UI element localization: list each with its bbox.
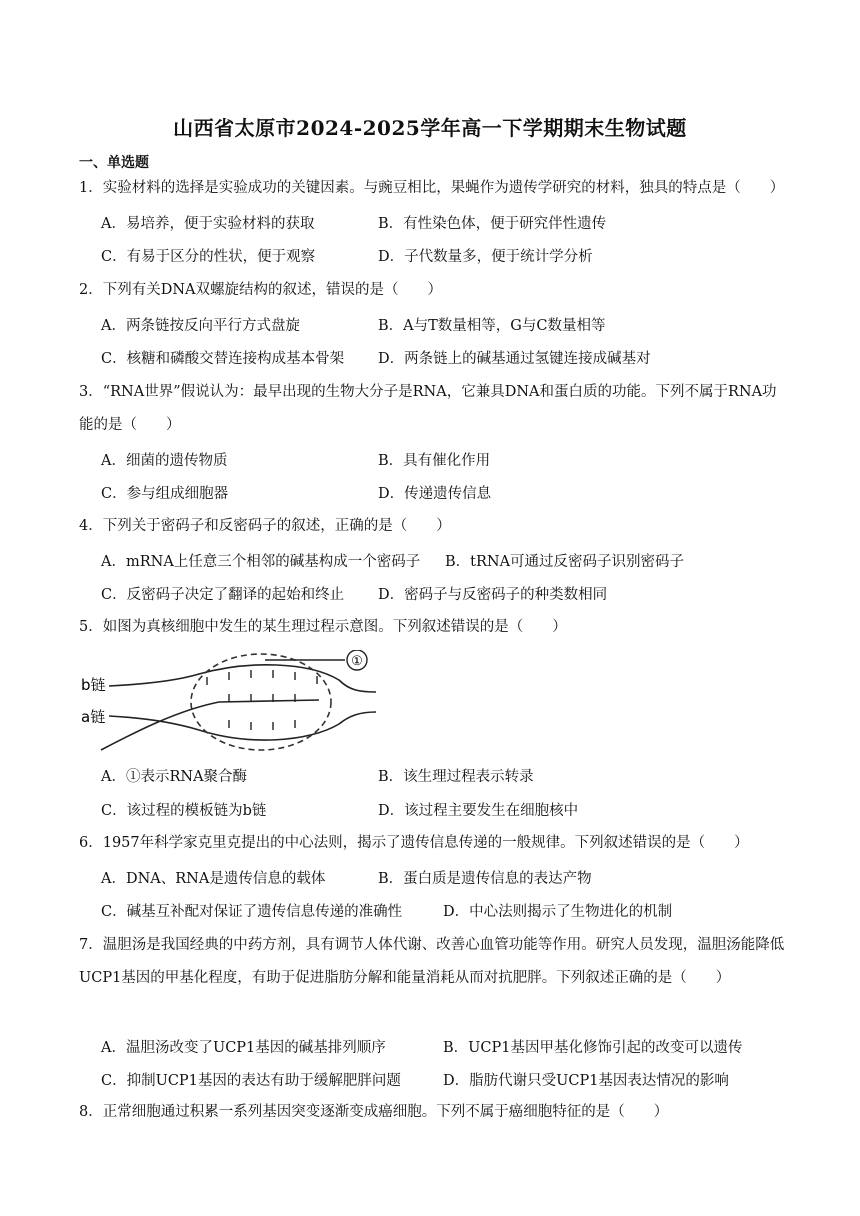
lower-base-ticks	[229, 694, 295, 730]
marker-label: ①	[351, 654, 363, 669]
question-3-stem: 3．“RNA世界”假说认为：最早出现的生物大分子是RNA，它兼具DNA和蛋白质的功能。下列不属于RNA功能的是（ ）	[79, 384, 777, 433]
transcription-diagram	[79, 650, 379, 754]
question-5-stem: 5．如图为真核细胞中发生的某生理过程示意图。下列叙述错误的是（ ）	[79, 619, 567, 635]
b-chain-line	[109, 665, 376, 692]
question-6-option-a: A．DNA、RNA是遗传信息的载体	[101, 871, 326, 887]
question-2-stem: 2．下列有关DNA双螺旋结构的叙述，错误的是（ ）	[79, 282, 443, 298]
enzyme-dashed-ellipse	[191, 654, 331, 750]
question-3-option-b: B．具有催化作用	[378, 453, 491, 469]
question-4-option-c: C．反密码子决定了翻译的起始和终止	[101, 587, 345, 603]
question-3-option-d: D．传递遗传信息	[378, 486, 492, 502]
question-6-option-b: B．蛋白质是遗传信息的表达产物	[378, 871, 592, 887]
section-heading: 一、单选题	[79, 155, 149, 171]
question-3-option-c: C．参与组成细胞器	[101, 486, 229, 502]
question-4-stem: 4．下列关于密码子和反密码子的叙述，正确的是（ ）	[79, 518, 451, 534]
question-1-option-a: A．易培养，便于实验材料的获取	[101, 216, 315, 232]
question-1-stem: 1．实验材料的选择是实验成功的关键因素。与豌豆相比，果蝇作为遗传学研究的材料，独具的特点是（ ）	[79, 180, 785, 196]
question-7-option-c: C．抑制UCP1基因的表达有助于缓解肥胖问题	[101, 1073, 401, 1089]
question-6-option-c: C．碱基互补配对保证了遗传信息传递的准确性	[101, 904, 403, 920]
question-5-option-a: A．①表示RNA聚合酶	[101, 769, 248, 785]
question-7-stem: 7．温胆汤是我国经典的中药方剂，具有调节人体代谢、改善心血管功能等作用。研究人员发现，温胆汤能降低UCP1基因的甲基化程度，有助于促进脂肪分解和能量消耗从而对抗肥胖。下列叙述正确的是（ ）	[79, 937, 785, 986]
question-6-option-d: D．中心法则揭示了生物进化的机制	[443, 904, 673, 920]
question-2-option-b: B．A与T数量相等，G与C数量相等	[378, 318, 606, 334]
question-7-option-b: B．UCP1基因甲基化修饰引起的改变可以遗传	[443, 1040, 743, 1056]
question-5-option-b: B．该生理过程表示转录	[378, 769, 534, 785]
upper-base-ticks	[207, 670, 317, 685]
question-7-option-a: A．温胆汤改变了UCP1基因的碱基排列顺序	[101, 1040, 386, 1056]
question-8-stem: 8．正常细胞通过积累一系列基因突变逐渐变成癌细胞。下列不属于癌细胞特征的是（ ）	[79, 1104, 669, 1120]
question-5-option-d: D．该过程主要发生在细胞核中	[378, 803, 579, 819]
question-2-option-c: C．核糖和磷酸交替连接构成基本骨架	[101, 351, 345, 367]
question-1-option-d: D．子代数量多，便于统计学分析	[378, 249, 593, 265]
question-4-option-a: A．mRNA上任意三个相邻的碱基构成一个密码子	[101, 554, 421, 570]
b-chain-label: b链	[81, 676, 106, 694]
question-6-stem: 6．1957年科学家克里克提出的中心法则，揭示了遗传信息传递的一般规律。下列叙述错误的是（ ）	[79, 835, 749, 851]
question-1-option-b: B．有性染色体，便于研究伴性遗传	[378, 216, 607, 232]
question-5-option-c: C．该过程的模板链为b链	[101, 803, 267, 819]
question-4-option-b: B．tRNA可通过反密码子识别密码子	[445, 554, 685, 570]
question-4-option-d: D．密码子与反密码子的种类数相同	[378, 587, 608, 603]
question-2-option-a: A．两条链按反向平行方式盘旋	[101, 318, 300, 334]
question-7-option-d: D．脂肪代谢只受UCP1基因表达情况的影响	[443, 1073, 729, 1089]
question-1-option-c: C．有易于区分的性状，便于观察	[101, 249, 316, 265]
question-2-option-d: D．两条链上的碱基通过氢键连接成碱基对	[378, 351, 651, 367]
question-3-option-a: A．细菌的遗传物质	[101, 453, 228, 469]
page-title: 山西省太原市2024-2025学年高一下学期期末生物试题	[173, 116, 687, 140]
rna-strand-line	[101, 700, 319, 750]
a-chain-label: a链	[81, 708, 106, 726]
